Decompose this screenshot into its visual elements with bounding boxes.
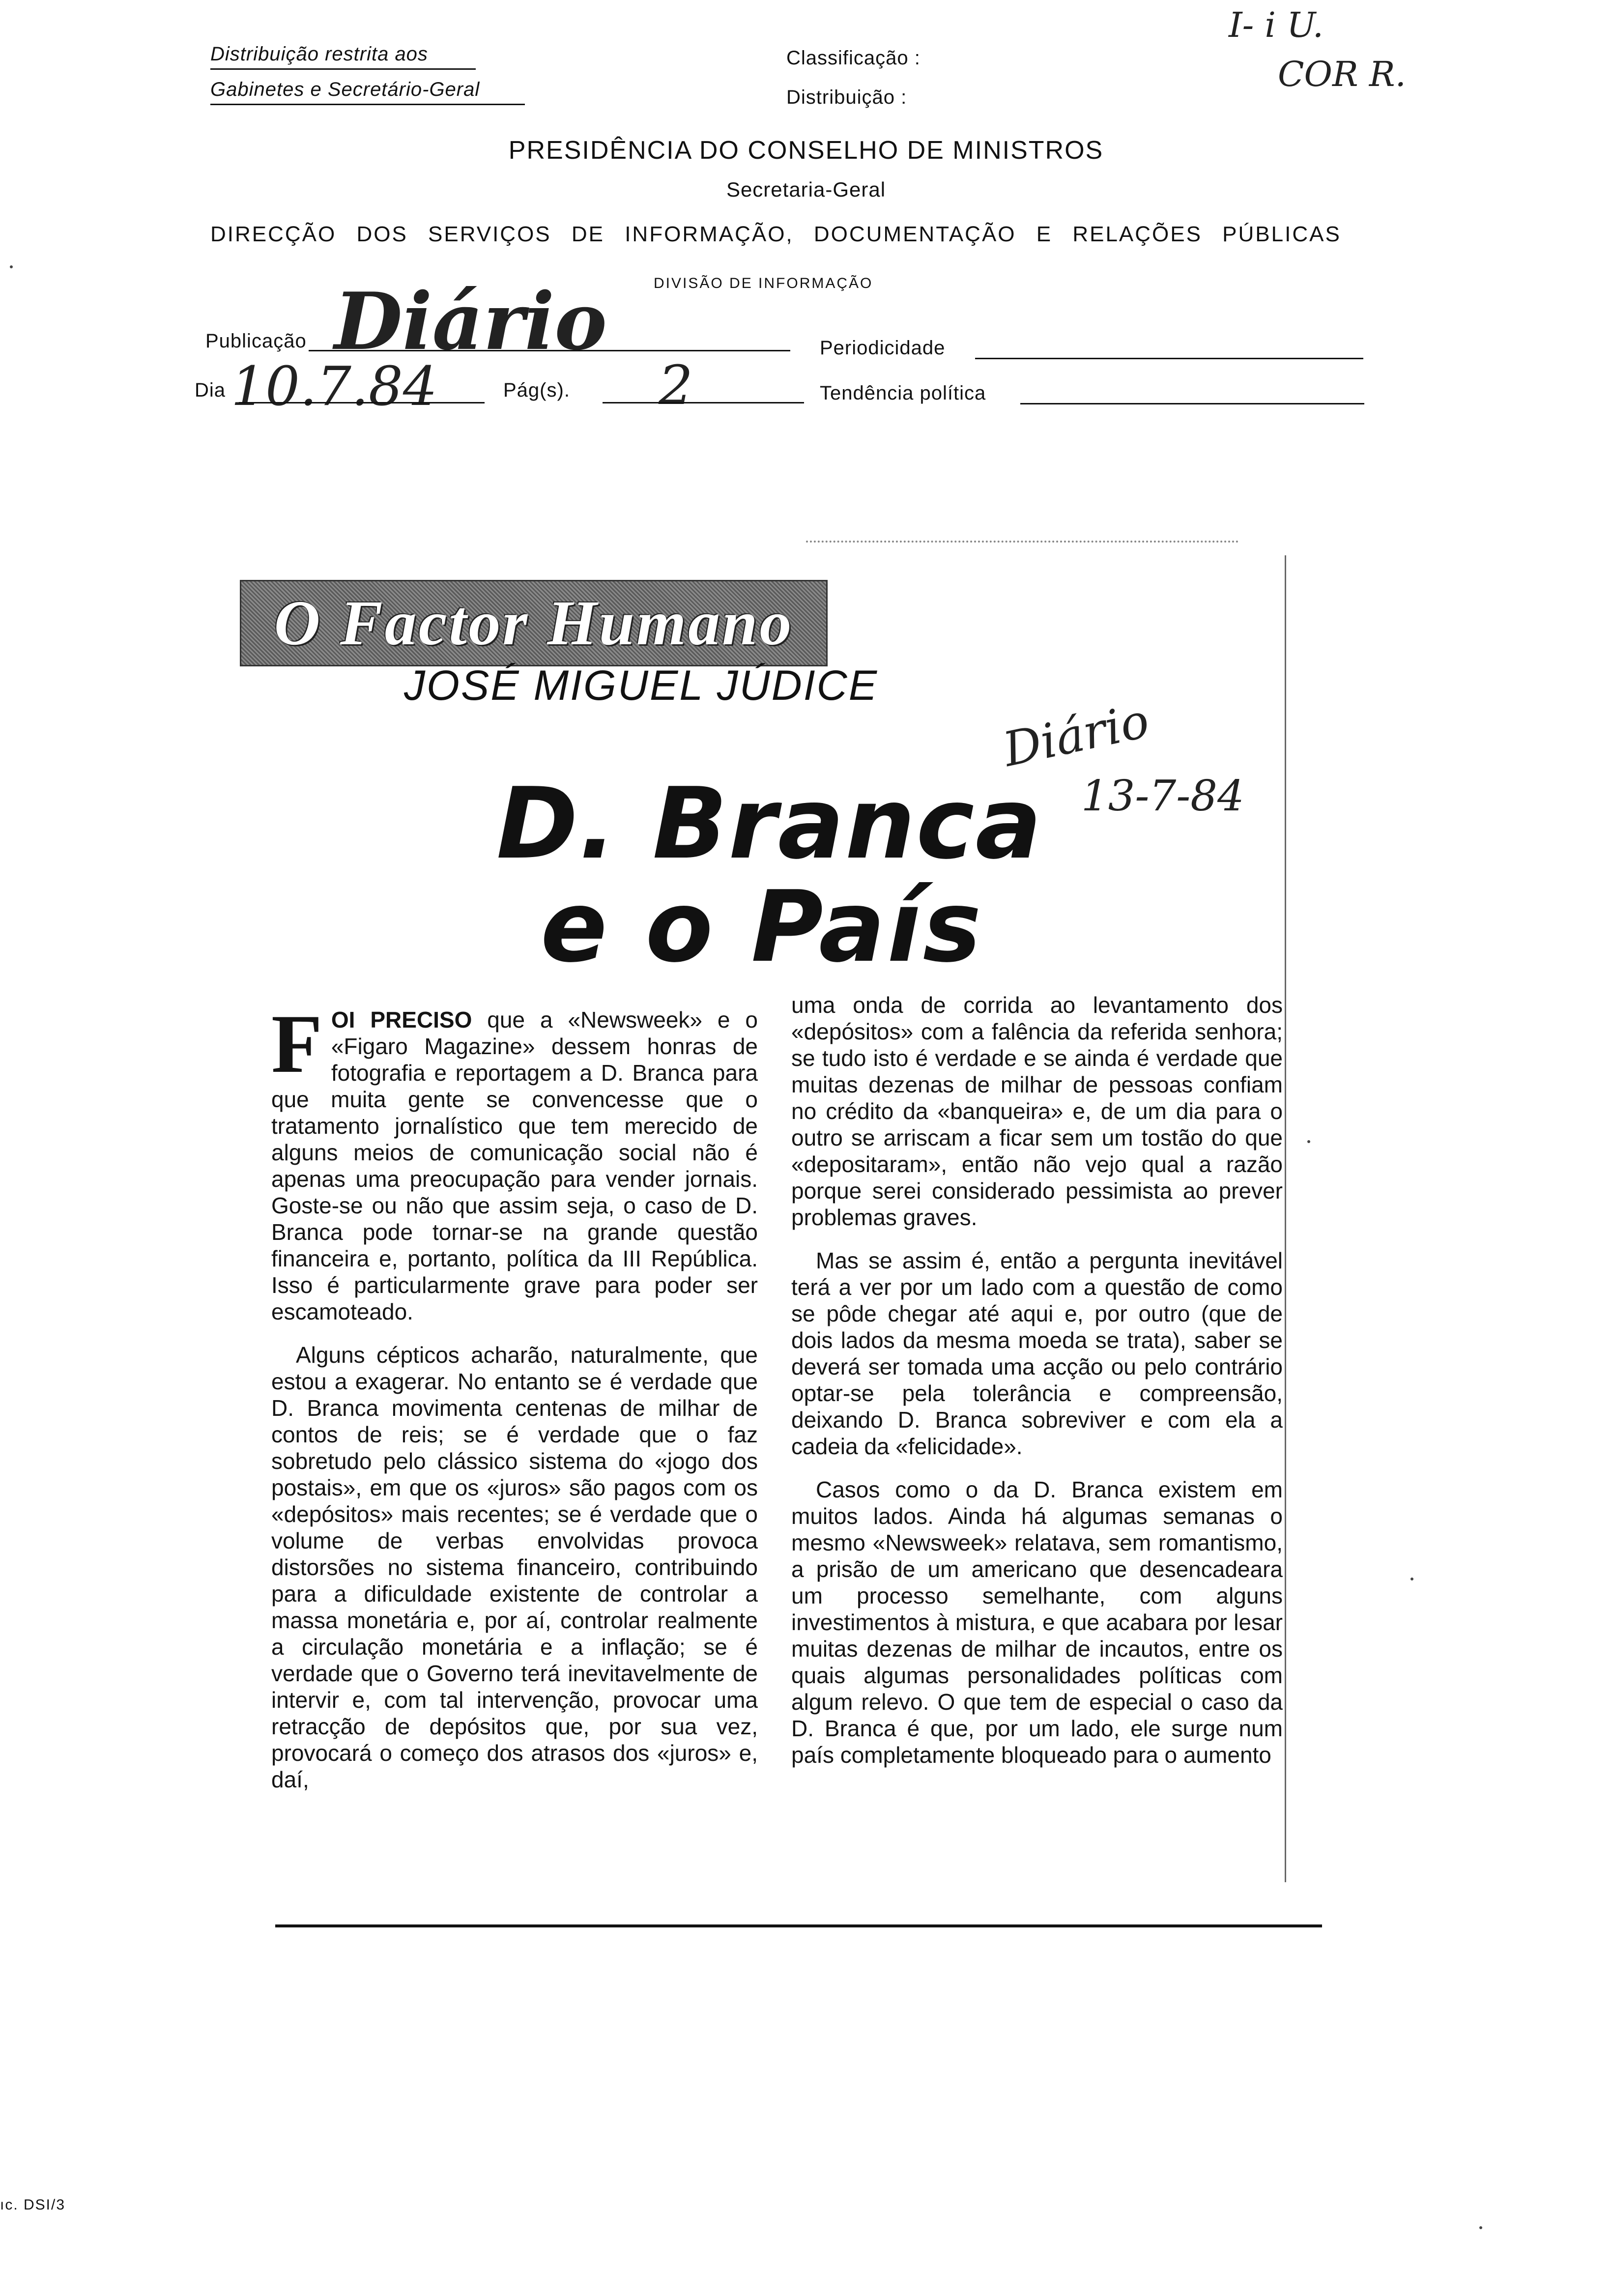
column-banner [240,580,828,666]
publication-handwritten-value: Diário [334,275,607,368]
margin-handwritten-note-1: Diário [998,693,1154,777]
article-paragraph [271,998,758,1325]
classification-label: Classificação : [786,47,921,69]
pages-field-line [603,402,804,403]
corner-handwritten-note-1: I- i U. [1229,5,1324,45]
periodicity-label: Periodicidade [820,337,946,359]
periodicity-field-line [975,358,1363,359]
clipping-bottom-rule [275,1924,1322,1927]
clipping-right-edge [1285,555,1286,1882]
article-paragraph: uma onda de corrida ao levantamento dos «depósitos» com a falência da referida senhora; se tudo isto é verdade e se ainda é verdade que muitas dezenas de milhar de pessoas confiam no crédito da «banqueira» e, de um dia para o outro se arriscam a ficar sem um tostão do que «depositaram», então não vejo qual a razão porque serei considerado pessimista ao prever problemas graves. [791,992,1283,1230]
headline-line-2: e o País [541,870,983,984]
day-label: Dia [195,379,226,401]
scan-speck [1307,1140,1310,1143]
org-title: PRESIDÊNCIA DO CONSELHO DE MINISTROS [508,136,1104,165]
scan-speck [1479,2226,1482,2229]
article-paragraph: Casos como o da D. Branca existem em muitos lados. Ainda há algumas semanas o mesmo «Newsweek» relatava, sem romantismo, a prisão de um americano que desencadeara um processo semelhante, com alguns investimentos à mistura, e que acabara por lesar muitas dezenas de milhar de incautos, entre os quais algumas personalidades políticas com algum relevo. O que tem de especial o caso da D. Branca é que, por um lado, ele surge num país completamente bloqueado para o aumento [791,1477,1283,1768]
pages-label: Pág(s). [503,379,570,401]
scan-speck [10,265,13,268]
directorate-line: DIRECÇÃO DOS SERVIÇOS DE INFORMAÇÃO, DOCUMENTAÇÃO E RELAÇÕES PÚBLICAS [210,222,1341,246]
day-field-line [239,402,485,403]
scan-speck [1410,1578,1413,1580]
day-handwritten-value: 10.7.84 [231,355,437,418]
corner-handwritten-note-2: COR R. [1278,54,1406,94]
restricted-distribution-line2: Gabinetes e Secretário-Geral [210,79,525,105]
clipping-top-edge [806,541,1238,543]
distribution-label: Distribuição : [786,86,907,108]
restricted-distribution-line1: Distribuição restrita aos [210,43,476,70]
pages-handwritten-value: 2 [659,354,693,417]
article-column-2 [791,992,1283,1785]
org-subtitle: Secretaria-Geral [726,178,886,201]
banner-text: O Factor Humano [274,588,794,659]
article-column-1 [271,998,758,1809]
margin-handwritten-note-2: 13-7-84 [1081,772,1244,821]
lead-in: OI PRECISO [331,1007,472,1033]
publication-label: Publicação [205,330,307,352]
paragraph-text: que a «Newsweek» e o «Figaro Magazine» dessem honras de fotografia e reportagem a D. Branca para que muita gente se convencesse que o tratamento jornalístico que tem merecido de alguns meios de comunicação social não é apenas uma preocupação para vender jornais. Goste-se ou não que assim seja, o caso de D. Branca pode tornar-se na grande questão financeira e, portanto, política da III República. Isso é particularmente grave para poder ser escamoteado. [271,1007,758,1324]
author-byline: JOSÉ MIGUEL JÚDICE [404,662,879,709]
article-paragraph: Mas se assim é, então a pergunta inevitável terá a ver por um lado com a questão de como se pôde chegar até aqui e, por outro (que de dois lados da mesma moeda se trata), saber se deverá ser tomada uma acção ou pelo contrário optar-se pela tolerância e compreensão, deixando D. Branca sobreviver e com ela a cadeia da «felicidade». [791,1248,1283,1459]
division-label: DIVISÃO DE INFORMAÇÃO [654,275,873,291]
headline-line-1: D. Branca [496,767,1043,881]
tendency-field-line [1020,403,1364,404]
drop-cap: F [271,998,322,1090]
article-paragraph: Alguns cépticos acharão, naturalmente, que estou a exagerar. No entanto se é verdade que D. Branca movimenta centenas de milhar de contos de reis; se é verdade que o faz sobretudo pelo clássico sistema do «jogo dos postais», em que os «juros» são pagos com os «depósitos» mais recentes; se é verdade que o volume de verbas envolvidas provoca distorsões no sistema financeiro, contribuindo para a dificuldade existente de controlar a massa monetária e, por aí, controlar realmente a circulação monetária e a inflação; se é verdade que o Governo terá inevitavelmente de intervir e, com tal intervenção, provocar uma retracção de depósitos que, por sua vez, provocará o começo dos atrasos dos «juros» e, daí, [271,1342,758,1792]
form-code: ıc. DSI/3 [0,2197,66,2213]
tendency-label: Tendência política [820,382,986,404]
